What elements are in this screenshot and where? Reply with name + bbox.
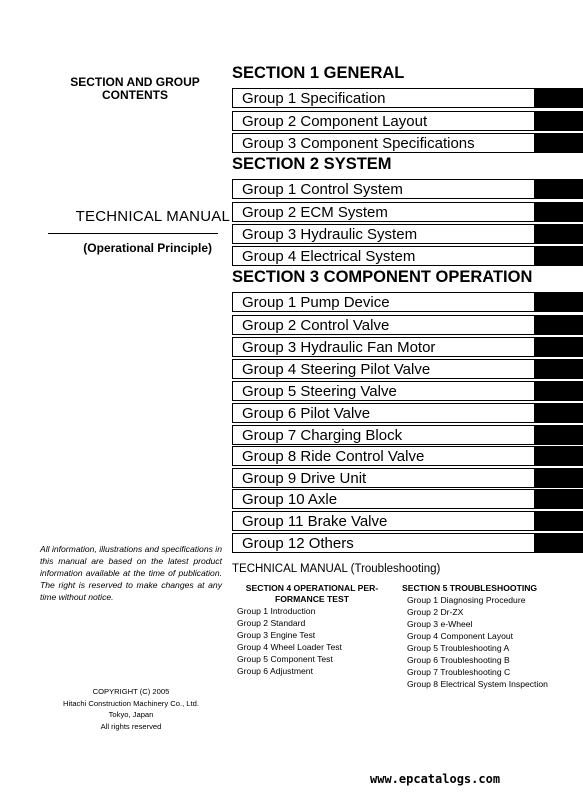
copyright-location: Tokyo, Japan <box>108 710 154 719</box>
group-label: Group 12 Others <box>242 535 354 552</box>
section-index-tab <box>534 446 582 466</box>
group-row[interactable] <box>232 246 583 266</box>
group-row[interactable] <box>232 292 583 312</box>
group-label: Group 9 Drive Unit <box>242 470 367 487</box>
section-index-tab <box>534 88 582 108</box>
section-index-tab <box>534 315 582 335</box>
group-row[interactable] <box>232 425 583 445</box>
watermark-url: www.epcatalogs.com <box>370 772 501 786</box>
title-line: CONTENTS <box>102 88 168 102</box>
divider <box>48 233 218 234</box>
section-index-tab <box>534 533 582 553</box>
group-label: Group 4 Electrical System <box>242 248 416 265</box>
copyright-block <box>40 686 222 732</box>
group-row[interactable] <box>232 489 583 509</box>
section-index-tab <box>534 468 582 488</box>
copyright-line: COPYRIGHT (C) 2005 <box>92 687 170 696</box>
group-row[interactable] <box>232 403 583 423</box>
list-item[interactable]: Group 2 Dr-ZX <box>407 607 464 617</box>
group-label: Group 1 Pump Device <box>242 294 390 311</box>
list-item[interactable]: Group 4 Wheel Loader Test <box>237 642 342 652</box>
technical-manual-title: TECHNICAL MANUAL <box>75 208 230 225</box>
section-5-heading: SECTION 5 TROUBLESHOOTING <box>402 583 538 593</box>
section-2-heading: SECTION 2 SYSTEM <box>232 155 392 173</box>
operational-principle-subtitle: (Operational Principle) <box>83 241 212 255</box>
group-label: Group 3 Hydraulic System <box>242 226 418 243</box>
section-index-tab <box>534 202 582 222</box>
list-item[interactable]: Group 6 Adjustment <box>237 666 313 676</box>
section-5-group-list <box>407 594 548 690</box>
group-label: Group 2 Control Valve <box>242 317 390 334</box>
section-index-tab <box>534 359 582 379</box>
group-row[interactable] <box>232 359 583 379</box>
group-label: Group 1 Control System <box>242 181 403 198</box>
group-label: Group 5 Steering Valve <box>242 383 397 400</box>
group-row[interactable] <box>232 202 583 222</box>
section-1-heading: SECTION 1 GENERAL <box>232 64 405 82</box>
section-index-tab <box>534 403 582 423</box>
heading-line: SECTION 4 OPERATIONAL PER- <box>245 583 379 593</box>
group-row[interactable] <box>232 337 583 357</box>
group-row[interactable] <box>232 446 583 466</box>
group-label: Group 6 Pilot Valve <box>242 405 371 422</box>
section-4-group-list <box>237 605 342 677</box>
list-item[interactable]: Group 3 Engine Test <box>237 630 316 640</box>
group-label: Group 4 Steering Pilot Valve <box>242 361 431 378</box>
list-item[interactable]: Group 5 Component Test <box>237 654 333 664</box>
disclaimer-text: All information, illustrations and specifications in this manual are based on the latest product information available at the time of publication. The right is reserved to make changes at any time without notice. <box>40 544 222 602</box>
list-item[interactable]: Group 1 Diagnosing Procedure <box>407 595 526 605</box>
section-3-heading: SECTION 3 COMPONENT OPERATION <box>232 268 533 286</box>
section-index-tab <box>534 133 582 153</box>
group-label: Group 2 ECM System <box>242 204 388 221</box>
section-index-tab <box>534 246 582 266</box>
list-item[interactable]: Group 8 Electrical System Inspection <box>407 679 548 689</box>
section-index-tab <box>534 179 582 199</box>
section-4-heading <box>232 583 392 604</box>
group-label: Group 8 Ride Control Valve <box>242 448 425 465</box>
copyright-company: Hitachi Construction Machinery Co., Ltd. <box>63 698 199 708</box>
group-label: Group 2 Component Layout <box>242 113 428 130</box>
group-label: Group 7 Charging Block <box>242 427 403 444</box>
group-label: Group 10 Axle <box>242 491 338 508</box>
title-line: SECTION AND GROUP <box>70 75 200 89</box>
list-item[interactable]: Group 3 e-Wheel <box>407 619 473 629</box>
group-row[interactable] <box>232 224 583 244</box>
group-row[interactable] <box>232 381 583 401</box>
section-index-tab <box>534 292 582 312</box>
group-row[interactable] <box>232 133 583 153</box>
section-index-tab <box>534 224 582 244</box>
section-index-tab <box>534 381 582 401</box>
section-index-tab <box>534 425 582 445</box>
group-label: Group 1 Specification <box>242 90 386 107</box>
section-index-tab <box>534 489 582 509</box>
copyright-rights: All rights reserved <box>100 721 162 731</box>
group-label: Group 3 Hydraulic Fan Motor <box>242 339 436 356</box>
list-item[interactable]: Group 4 Component Layout <box>407 631 514 641</box>
group-row[interactable] <box>232 315 583 335</box>
group-row[interactable] <box>232 88 583 108</box>
group-row[interactable] <box>232 533 583 553</box>
group-row[interactable] <box>232 468 583 488</box>
troubleshooting-manual-title: TECHNICAL MANUAL (Troubleshooting) <box>232 563 441 575</box>
group-row[interactable] <box>232 511 583 531</box>
heading-line: FORMANCE TEST <box>275 593 349 604</box>
section-index-tab <box>534 337 582 357</box>
group-label: Group 3 Component Specifications <box>242 135 475 152</box>
section-group-contents-title <box>40 76 230 102</box>
group-label: Group 11 Brake Valve <box>242 513 388 530</box>
list-item[interactable]: Group 6 Troubleshooting B <box>407 655 510 665</box>
list-item[interactable]: Group 5 Troubleshooting A <box>407 643 510 653</box>
list-item[interactable]: Group 1 Introduction <box>237 606 316 616</box>
section-index-tab <box>534 111 582 131</box>
list-item[interactable]: Group 2 Standard <box>237 618 306 628</box>
list-item[interactable]: Group 7 Troubleshooting C <box>407 667 511 677</box>
group-row[interactable] <box>232 111 583 131</box>
group-row[interactable] <box>232 179 583 199</box>
section-index-tab <box>534 511 582 531</box>
